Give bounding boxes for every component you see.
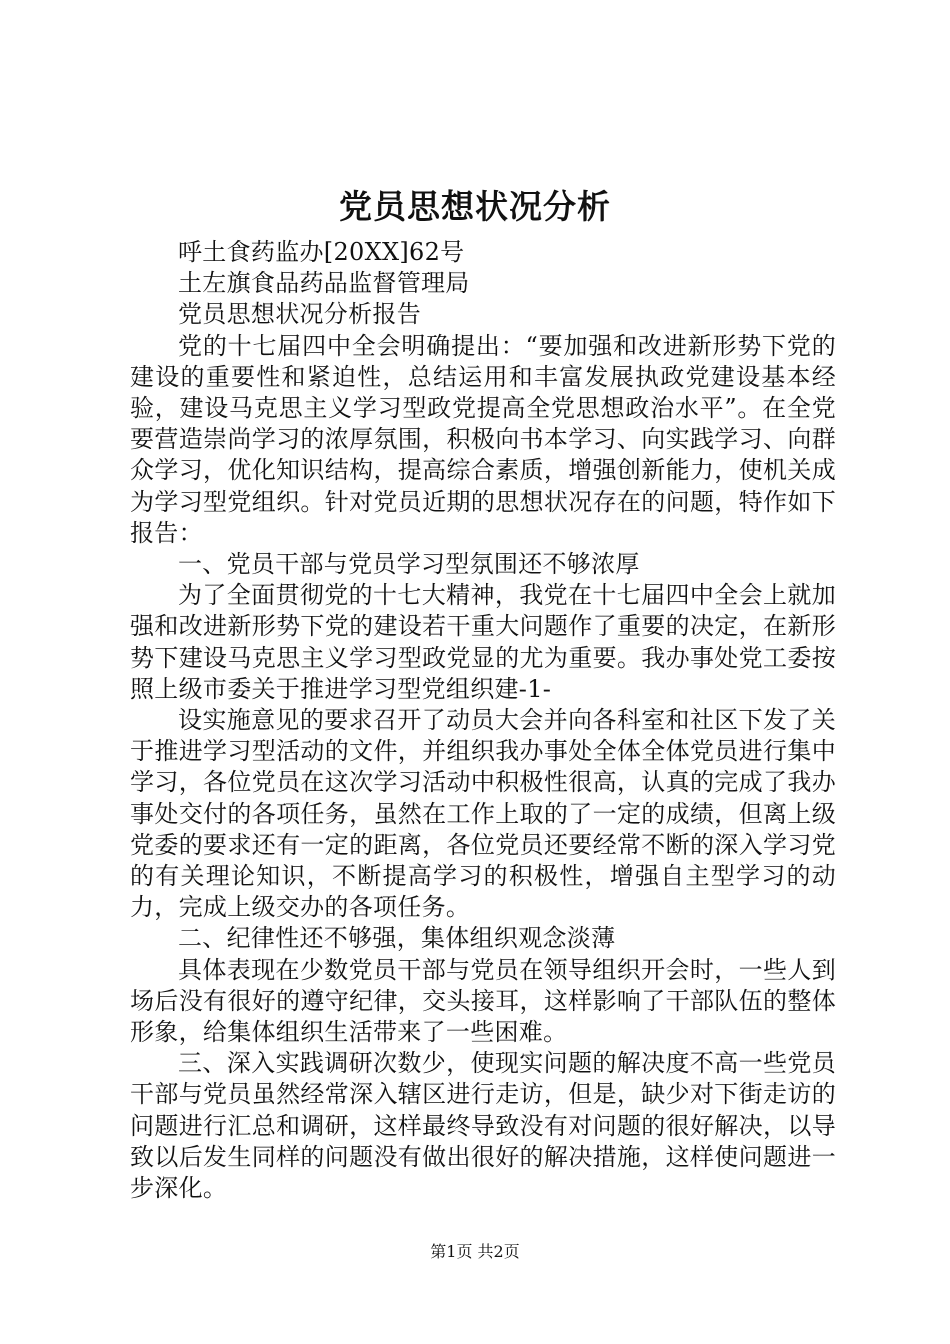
- document-title: 党员思想状况分析: [339, 187, 611, 226]
- section-3-paragraph: 三、深入实践调研次数少，使现实问题的解决度不高一些党员干部与党员虽然经常深入辖区进行走访，但是，缺少对下街走访的问题进行汇总和调研，这样最终导致没有对问题的很好解决，以导致以后发生同样的问题没有做出很好的解决措施，这样使问题进一步深化。: [130, 1049, 836, 1203]
- doc-number: 呼土食药监办[20XX]62号: [178, 238, 465, 266]
- report-title: 党员思想状况分析报告: [178, 300, 421, 329]
- issuing-agency: 土左旗食品药品监督管理局: [178, 269, 470, 298]
- intro-paragraph: 党的十七届四中全会明确提出：“要加强和改进新形势下党的建设的重要性和紧迫性，总结运用和丰富发展执政党建设基本经验，建设马克思主义学习型政党提高全党思想政治水平”。在全党要营造崇尚学习的浓厚氛围，积极向书本学习、向实践学习、向群众学习，优化知识结构，提高综合素质，增强创新能力，使机关成为学习型党组织。针对党员近期的思想状况存在的问题，特作如下报告：: [130, 331, 836, 547]
- document-body: [130, 237, 836, 1204]
- page-footer: 第1页 共2页: [430, 1242, 520, 1261]
- section-1-paragraph-1: 为了全面贯彻党的十七大精神，我党在十七届四中全会上就加强和改进新形势下党的建设若干重大问题作了重要的决定，在新形势下建设马克思主义学习型政党显的尤为重要。我办事处党工委按照上级市委关于推进学习型党组织建-1-: [130, 581, 836, 703]
- section-heading-1: 一、党员干部与党员学习型氛围还不够浓厚: [178, 550, 640, 579]
- section-2-paragraph: 具体表现在少数党员干部与党员在领导组织开会时，一些人到场后没有很好的遵守纪律，交头接耳，这样影响了干部队伍的整体形象，给集体组织生活带来了一些困难。: [130, 955, 836, 1047]
- section-heading-2: 二、纪律性还不够强，集体组织观念淡薄: [178, 924, 616, 953]
- section-1-paragraph-2: 设实施意见的要求召开了动员大会并向各科室和社区下发了关于推进学习型活动的文件，并组织我办事处全体全体党员进行集中学习，各位党员在这次学习活动中积极性很高，认真的完成了我办事处交付的各项任务，虽然在工作上取的了一定的成绩，但离上级党委的要求还有一定的距离，各位党员还要经常不断的深入学习党的有关理论知识，不断提高学习的积极性，增强自主型学习的动力，完成上级交办的各项任务。: [130, 706, 836, 922]
